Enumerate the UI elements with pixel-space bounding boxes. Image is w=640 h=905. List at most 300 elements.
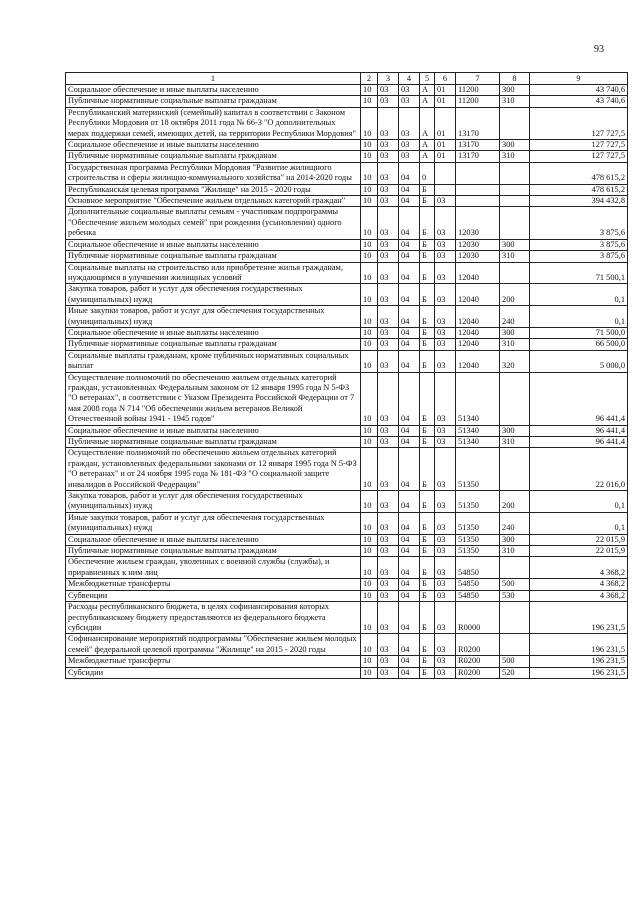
code-cell: 10 <box>361 602 378 634</box>
code-cell: 03 <box>378 425 399 436</box>
code-cell: 04 <box>399 262 420 284</box>
table-header <box>66 73 628 85</box>
code-cell: 03 <box>378 207 399 239</box>
code-cell: 03 <box>435 546 456 557</box>
code-cell: 10 <box>361 425 378 436</box>
amount-cell: 0,1 <box>530 284 628 306</box>
table-row <box>66 196 628 207</box>
code-cell: 10 <box>361 339 378 350</box>
code-cell <box>456 184 500 195</box>
code-cell: 04 <box>399 239 420 250</box>
code-cell: 03 <box>378 667 399 678</box>
amount-cell: 196 231,5 <box>530 634 628 656</box>
code-cell: 03 <box>435 512 456 534</box>
column-header: 6 <box>435 73 456 85</box>
code-cell: 03 <box>378 557 399 579</box>
code-cell <box>500 162 530 184</box>
code-cell: 03 <box>399 151 420 162</box>
row-name-cell: Социальное обеспечение и иные выплаты населению <box>66 327 361 338</box>
table-row <box>66 140 628 151</box>
code-cell: 03 <box>378 546 399 557</box>
table-row <box>66 667 628 678</box>
row-name-cell: Публичные нормативные социальные выплаты гражданам <box>66 151 361 162</box>
amount-cell: 127 727,5 <box>530 140 628 151</box>
code-cell: 03 <box>378 239 399 250</box>
code-cell: 51350 <box>456 546 500 557</box>
code-cell: 03 <box>378 491 399 513</box>
amount-cell: 22 016,0 <box>530 448 628 491</box>
row-name-cell: Социальное обеспечение и иные выплаты населению <box>66 239 361 250</box>
row-name-cell: Публичные нормативные социальные выплаты гражданам <box>66 546 361 557</box>
code-cell: 03 <box>378 437 399 448</box>
code-cell <box>500 634 530 656</box>
code-cell: 03 <box>435 262 456 284</box>
code-cell: 03 <box>435 207 456 239</box>
code-cell <box>456 162 500 184</box>
code-cell: 04 <box>399 656 420 667</box>
code-cell: 03 <box>378 327 399 338</box>
code-cell: 10 <box>361 350 378 372</box>
code-cell: 03 <box>378 151 399 162</box>
row-name-cell: Публичные нормативные социальные выплаты гражданам <box>66 339 361 350</box>
code-cell: 03 <box>435 602 456 634</box>
code-cell: 10 <box>361 634 378 656</box>
code-cell: 10 <box>361 251 378 262</box>
code-cell: 03 <box>435 251 456 262</box>
code-cell: 10 <box>361 372 378 425</box>
code-cell: 12040 <box>456 339 500 350</box>
code-cell: 03 <box>435 327 456 338</box>
code-cell: 03 <box>378 339 399 350</box>
table-row <box>66 448 628 491</box>
row-name-cell: Иные закупки товаров, работ и услуг для обеспечения государственных (муниципальных) нужд <box>66 306 361 328</box>
code-cell: 03 <box>378 284 399 306</box>
code-cell: Б <box>420 372 435 425</box>
code-cell: 04 <box>399 372 420 425</box>
code-cell: А <box>420 151 435 162</box>
code-cell: 240 <box>500 512 530 534</box>
table-row <box>66 656 628 667</box>
code-cell: 10 <box>361 207 378 239</box>
code-cell <box>500 262 530 284</box>
code-cell: Б <box>420 602 435 634</box>
row-name-cell: Софинансирование мероприятий подпрограммы "Обеспечение жильем молодых семей" федеральной целевой программы "Жилище" на 2015 - 2020 годы <box>66 634 361 656</box>
code-cell: 03 <box>399 107 420 139</box>
code-cell: 01 <box>435 140 456 151</box>
code-cell <box>500 107 530 139</box>
code-cell: 10 <box>361 262 378 284</box>
code-cell: 04 <box>399 207 420 239</box>
code-cell: 500 <box>500 579 530 590</box>
code-cell: Б <box>420 327 435 338</box>
code-cell: 04 <box>399 339 420 350</box>
code-cell: 10 <box>361 140 378 151</box>
row-name-cell: Межбюджетные трансферты <box>66 579 361 590</box>
code-cell: 12040 <box>456 262 500 284</box>
row-name-cell: Республиканский материнский (семейный) капитал в соответствии с Законом Республики Мордовия от 18 октября 2011 года № 66-З "О дополнительных мерах поддержки семей, имеющих детей, на территории Республики Мордовия" <box>66 107 361 139</box>
code-cell: 10 <box>361 327 378 338</box>
amount-cell: 394 432,8 <box>530 196 628 207</box>
code-cell: 13170 <box>456 151 500 162</box>
amount-cell: 3 875,6 <box>530 207 628 239</box>
code-cell: Б <box>420 306 435 328</box>
code-cell: R0200 <box>456 667 500 678</box>
code-cell: 04 <box>399 512 420 534</box>
code-cell: 03 <box>378 140 399 151</box>
amount-cell: 0,1 <box>530 512 628 534</box>
amount-cell: 96 441,4 <box>530 437 628 448</box>
row-name-cell: Основное мероприятие "Обеспечение жильем отдельных категорий граждан" <box>66 196 361 207</box>
row-name-cell: Государственная программа Республики Мордовия "Развитие жилищного строительства и сферы жилищно-коммунального хозяйства" на 2014-2020 годы <box>66 162 361 184</box>
table-row <box>66 372 628 425</box>
code-cell: 300 <box>500 140 530 151</box>
table-row <box>66 96 628 107</box>
budget-table <box>65 72 628 679</box>
row-name-cell: Расходы республиканского бюджета, в целях софинансирования которых республиканскому бюджету предоставляются из федерального бюджета субсидии <box>66 602 361 634</box>
code-cell <box>435 162 456 184</box>
table-row <box>66 184 628 195</box>
row-name-cell: Республиканская целевая программа "Жилище" на 2015 - 2020 годы <box>66 184 361 195</box>
code-cell: 10 <box>361 557 378 579</box>
amount-cell: 96 441,4 <box>530 425 628 436</box>
code-cell: 03 <box>378 350 399 372</box>
column-header: 5 <box>420 73 435 85</box>
amount-cell: 4 368,2 <box>530 557 628 579</box>
table-row <box>66 162 628 184</box>
code-cell: Б <box>420 534 435 545</box>
code-cell: 04 <box>399 425 420 436</box>
code-cell: 240 <box>500 306 530 328</box>
code-cell: 10 <box>361 85 378 96</box>
code-cell: Б <box>420 667 435 678</box>
row-name-cell: Социальные выплаты на строительство или приобретение жилья гражданам, нуждающимся в улучшении жилищных условий <box>66 262 361 284</box>
code-cell: 10 <box>361 491 378 513</box>
row-name-cell: Публичные нормативные социальные выплаты гражданам <box>66 251 361 262</box>
code-cell: 10 <box>361 667 378 678</box>
row-name-cell: Дополнительные социальные выплаты семьям - участникам подпрограммы "Обеспечение жильем молодых семей" при рождении (усыновлении) одного ребенка <box>66 207 361 239</box>
code-cell: 12030 <box>456 251 500 262</box>
code-cell: 03 <box>435 306 456 328</box>
code-cell: 03 <box>435 590 456 601</box>
table-row <box>66 579 628 590</box>
code-cell: 04 <box>399 350 420 372</box>
table-row <box>66 437 628 448</box>
code-cell: 04 <box>399 491 420 513</box>
table-row <box>66 590 628 601</box>
column-header: 4 <box>399 73 420 85</box>
code-cell: 520 <box>500 667 530 678</box>
row-name-cell: Субвенции <box>66 590 361 601</box>
code-cell: 04 <box>399 602 420 634</box>
code-cell: 12040 <box>456 306 500 328</box>
amount-cell: 127 727,5 <box>530 151 628 162</box>
code-cell: Б <box>420 579 435 590</box>
table-row <box>66 602 628 634</box>
code-cell <box>500 207 530 239</box>
code-cell: 51350 <box>456 448 500 491</box>
amount-cell: 196 231,5 <box>530 656 628 667</box>
code-cell: А <box>420 140 435 151</box>
code-cell: 10 <box>361 196 378 207</box>
row-name-cell: Социальное обеспечение и иные выплаты населению <box>66 534 361 545</box>
code-cell: 320 <box>500 350 530 372</box>
code-cell: 10 <box>361 437 378 448</box>
code-cell: Б <box>420 184 435 195</box>
amount-cell: 3 875,6 <box>530 239 628 250</box>
code-cell: 03 <box>435 425 456 436</box>
code-cell: 04 <box>399 251 420 262</box>
code-cell: 04 <box>399 534 420 545</box>
amount-cell: 0,1 <box>530 306 628 328</box>
row-name-cell: Осуществление полномочий по обеспечению жильем отдельных категорий граждан, установленных Федеральным законом от 12 января 1995 года N 5-ФЗ "О ветеранах", в соответствии с Указом Президента Российской Федерации от 7 мая 2008 года N 714 "Об обеспечении жильем ветеранов Великой Отечественной войны 1941 - 1945 годов" <box>66 372 361 425</box>
table-row <box>66 491 628 513</box>
code-cell: 03 <box>435 284 456 306</box>
code-cell: Б <box>420 634 435 656</box>
code-cell: Б <box>420 546 435 557</box>
column-header: 9 <box>530 73 628 85</box>
code-cell: Б <box>420 512 435 534</box>
code-cell: Б <box>420 207 435 239</box>
row-name-cell: Субсидии <box>66 667 361 678</box>
code-cell: 10 <box>361 151 378 162</box>
code-cell: 04 <box>399 162 420 184</box>
row-name-cell: Обеспечение жильем граждан, уволенных с военной службы (службы), и приравненных к ним лиц <box>66 557 361 579</box>
code-cell: 12030 <box>456 239 500 250</box>
code-cell: 01 <box>435 96 456 107</box>
code-cell: 03 <box>378 634 399 656</box>
code-cell: 03 <box>378 107 399 139</box>
code-cell: 03 <box>399 85 420 96</box>
amount-cell: 478 615,2 <box>530 184 628 195</box>
code-cell: 03 <box>435 656 456 667</box>
code-cell <box>456 196 500 207</box>
code-cell: 03 <box>378 196 399 207</box>
column-header: 7 <box>456 73 500 85</box>
code-cell: 200 <box>500 491 530 513</box>
code-cell: 12040 <box>456 284 500 306</box>
code-cell: Б <box>420 284 435 306</box>
code-cell: 10 <box>361 448 378 491</box>
amount-cell: 5 000,0 <box>530 350 628 372</box>
code-cell: А <box>420 107 435 139</box>
code-cell: 03 <box>435 372 456 425</box>
code-cell: А <box>420 96 435 107</box>
code-cell: 11200 <box>456 85 500 96</box>
code-cell: 03 <box>435 634 456 656</box>
code-cell: 10 <box>361 306 378 328</box>
code-cell: 12030 <box>456 207 500 239</box>
code-cell: 54850 <box>456 557 500 579</box>
code-cell: Б <box>420 590 435 601</box>
code-cell: 03 <box>378 579 399 590</box>
code-cell: 04 <box>399 437 420 448</box>
code-cell: 03 <box>378 656 399 667</box>
code-cell: Б <box>420 239 435 250</box>
row-name-cell: Публичные нормативные социальные выплаты гражданам <box>66 437 361 448</box>
row-name-cell: Социальное обеспечение и иные выплаты населению <box>66 85 361 96</box>
code-cell: 03 <box>378 534 399 545</box>
code-cell: 310 <box>500 251 530 262</box>
code-cell: 03 <box>378 251 399 262</box>
code-cell: 04 <box>399 284 420 306</box>
amount-cell: 71 500,0 <box>530 327 628 338</box>
code-cell: 04 <box>399 590 420 601</box>
code-cell: 03 <box>378 306 399 328</box>
amount-cell: 96 441,4 <box>530 372 628 425</box>
code-cell: 03 <box>435 239 456 250</box>
code-cell: Б <box>420 448 435 491</box>
code-cell: 310 <box>500 96 530 107</box>
code-cell: 10 <box>361 579 378 590</box>
column-header: 1 <box>66 73 361 85</box>
code-cell: Б <box>420 656 435 667</box>
row-name-cell: Межбюджетные трансферты <box>66 656 361 667</box>
code-cell: 03 <box>378 162 399 184</box>
code-cell: 300 <box>500 239 530 250</box>
code-cell: 03 <box>435 196 456 207</box>
code-cell: 12040 <box>456 327 500 338</box>
table-row <box>66 306 628 328</box>
table-row <box>66 634 628 656</box>
code-cell: 310 <box>500 546 530 557</box>
code-cell: А <box>420 85 435 96</box>
table-row <box>66 339 628 350</box>
column-header: 3 <box>378 73 399 85</box>
code-cell: 300 <box>500 85 530 96</box>
code-cell: 03 <box>435 491 456 513</box>
amount-cell: 196 231,5 <box>530 602 628 634</box>
code-cell: 310 <box>500 151 530 162</box>
code-cell: Б <box>420 557 435 579</box>
amount-cell: 22 015,9 <box>530 546 628 557</box>
column-header: 2 <box>361 73 378 85</box>
code-cell: 10 <box>361 162 378 184</box>
code-cell: 03 <box>378 512 399 534</box>
table-row <box>66 251 628 262</box>
amount-cell: 4 368,2 <box>530 590 628 601</box>
code-cell: 51350 <box>456 491 500 513</box>
code-cell: Б <box>420 425 435 436</box>
code-cell: 54850 <box>456 590 500 601</box>
table-row <box>66 327 628 338</box>
code-cell: 04 <box>399 327 420 338</box>
code-cell: 10 <box>361 590 378 601</box>
code-cell: 51350 <box>456 512 500 534</box>
table-row <box>66 239 628 250</box>
code-cell: 10 <box>361 546 378 557</box>
row-name-cell: Социальное обеспечение и иные выплаты населению <box>66 140 361 151</box>
code-cell: 03 <box>399 96 420 107</box>
amount-cell: 0,1 <box>530 491 628 513</box>
code-cell: 03 <box>399 140 420 151</box>
code-cell: Б <box>420 350 435 372</box>
amount-cell: 66 500,0 <box>530 339 628 350</box>
code-cell: 04 <box>399 546 420 557</box>
code-cell: 04 <box>399 448 420 491</box>
code-cell: 10 <box>361 656 378 667</box>
amount-cell: 3 875,6 <box>530 251 628 262</box>
code-cell: 51350 <box>456 534 500 545</box>
row-name-cell: Публичные нормативные социальные выплаты гражданам <box>66 96 361 107</box>
amount-cell: 478 615,2 <box>530 162 628 184</box>
code-cell: Б <box>420 251 435 262</box>
code-cell: 530 <box>500 590 530 601</box>
amount-cell: 43 740,6 <box>530 96 628 107</box>
code-cell: 310 <box>500 339 530 350</box>
code-cell: 03 <box>435 557 456 579</box>
code-cell: 04 <box>399 557 420 579</box>
amount-cell: 71 500,1 <box>530 262 628 284</box>
code-cell: 310 <box>500 437 530 448</box>
code-cell: 03 <box>435 437 456 448</box>
code-cell: 01 <box>435 85 456 96</box>
code-cell: 11200 <box>456 96 500 107</box>
code-cell: 03 <box>435 534 456 545</box>
code-cell: 04 <box>399 667 420 678</box>
code-cell <box>500 196 530 207</box>
code-cell: 04 <box>399 196 420 207</box>
code-cell: 03 <box>435 448 456 491</box>
code-cell <box>500 557 530 579</box>
code-cell: 03 <box>378 184 399 195</box>
code-cell: 10 <box>361 96 378 107</box>
code-cell: 300 <box>500 327 530 338</box>
page-number: 93 <box>594 44 604 55</box>
table-row <box>66 350 628 372</box>
code-cell: 10 <box>361 512 378 534</box>
table-row <box>66 85 628 96</box>
table-row <box>66 557 628 579</box>
table-row <box>66 207 628 239</box>
code-cell: 03 <box>435 579 456 590</box>
code-cell: 03 <box>378 262 399 284</box>
table-row <box>66 107 628 139</box>
code-cell: 03 <box>378 602 399 634</box>
code-cell: 03 <box>378 85 399 96</box>
code-cell <box>500 184 530 195</box>
code-cell: R0200 <box>456 656 500 667</box>
row-name-cell: Закупка товаров, работ и услуг для обеспечения государственных (муниципальных) нужд <box>66 491 361 513</box>
row-name-cell: Социальные выплаты гражданам, кроме публичных нормативных социальных выплат <box>66 350 361 372</box>
code-cell: 54850 <box>456 579 500 590</box>
code-cell <box>500 602 530 634</box>
code-cell: Б <box>420 339 435 350</box>
table-body <box>66 85 628 679</box>
code-cell: Б <box>420 437 435 448</box>
code-cell: 04 <box>399 306 420 328</box>
code-cell <box>500 448 530 491</box>
code-cell: 04 <box>399 634 420 656</box>
code-cell: Б <box>420 262 435 284</box>
table-row <box>66 512 628 534</box>
code-cell: 01 <box>435 151 456 162</box>
table-row <box>66 151 628 162</box>
code-cell: 03 <box>378 590 399 601</box>
code-cell: R0200 <box>456 634 500 656</box>
code-cell: 10 <box>361 284 378 306</box>
column-header: 8 <box>500 73 530 85</box>
code-cell: 13170 <box>456 140 500 151</box>
code-cell: Б <box>420 196 435 207</box>
amount-cell: 43 740,6 <box>530 85 628 96</box>
table-row <box>66 284 628 306</box>
code-cell: 03 <box>378 448 399 491</box>
code-cell: 10 <box>361 107 378 139</box>
code-cell: Б <box>420 491 435 513</box>
code-cell: R0000 <box>456 602 500 634</box>
code-cell: 200 <box>500 284 530 306</box>
code-cell: 03 <box>435 350 456 372</box>
